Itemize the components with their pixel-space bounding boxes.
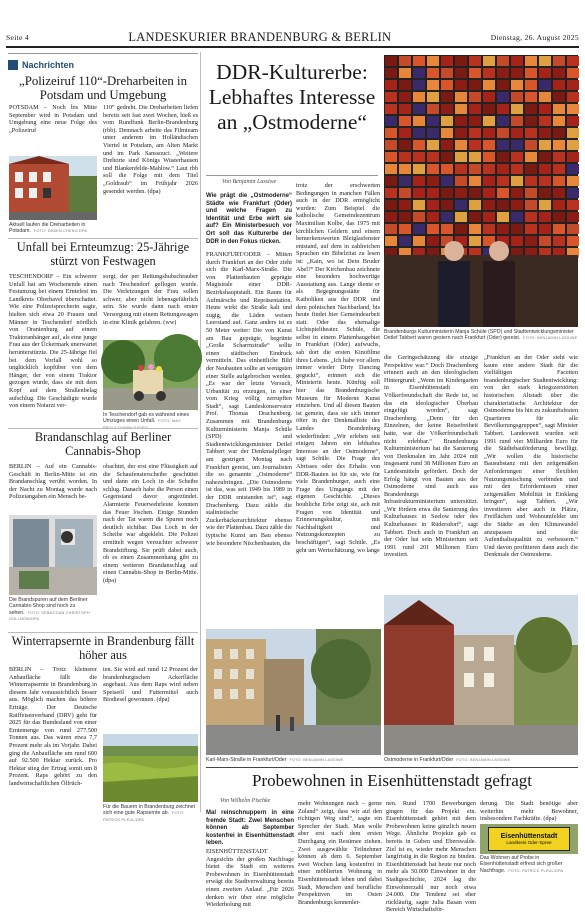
- town-sign-name: Eisenhüttenstadt: [500, 833, 558, 840]
- page-header: [6, 29, 579, 45]
- photo-caption-unfall: In Teschendorf gab es während eines Umzuges einen Unfall. FOTO: MAX: [103, 412, 190, 425]
- column-divider: [200, 52, 201, 812]
- article-body-raps-1: BERLIN – Trotz kleinerer Anbaufläche fällt die Winterrapsernte in Brandenburg in diesem Jahr voraussichtlich besser aus. Möglich machen das höhere Erträge. Der Deutsche Raiffeisenverband (DRV) geht für 2025 für das Bundesland von einer Erntemenge von rund 277.500 Tonnen aus. Das wären etwa 7,7 Prozent mehr als im Vorjahr. Dabei ging die Anbaufläche um rund 600 auf 92.500 Hektar zurück. Pro Hektar stieg der Ertrag somit um 8 Prozent. Raps gehört zu den landwirtschaftlichen Ölfrüch-: [9, 666, 97, 787]
- main-lead: Wie prägt die „Ostmoderne“ Städte wie Frankfurt (Oder) und welche Fragen zu Identität und Erbe wirft sie auf? Ein Ministerbesuch vor Ort soll das Kulturerbe der DDR in den Fokus rücken.: [206, 193, 292, 245]
- article-separator: [8, 238, 198, 239]
- kicker-square-icon: [8, 60, 18, 70]
- photo-cannabis-shop: [9, 515, 97, 595]
- article-body-polizeiruf-1: POTSDAM – Noch bis Mitte September wird in Potsdam und Umgebung eine neue Folge des „Polizeiruf: [9, 104, 97, 134]
- photo-filming-potsdam: [9, 156, 97, 220]
- bottom-lead: Mal reinschnuppern in eine fremde Stadt: Zwei Menschen können ab September kostenfrei in Eisenhüttenstadt leben.: [206, 810, 294, 847]
- section-kicker: [8, 53, 198, 75]
- photo-rapeseed-field: [103, 734, 198, 802]
- photo-karl-marx-strasse: [206, 629, 381, 755]
- bottom-author: Von Wilhelm Pischke: [220, 798, 271, 804]
- main-body-4: „Frankfurt an der Oder steht wie kaum eine andere Stadt für die vielfältigen Facetten brandenburgischer Stadtentwicklung: von der stark kriegszerstörten historischen Altstadt über die charakteristische Architektur der Ostmoderne bis hin zu zukunftsfesten Quartieren für alle Bevölkerungsgruppen“, sagt Minister Tabbert. Landesweit wurden seit 1991 rund vier Milliarden Euro für die Städtebauförderung bewilligt. „Wir wollen die historische Bausubstanz mit den zeitgemäßen Anforderungen einer flexiblen Nutzungsmischung verbinden und mit den Erfordernissen einer zeitgemäßen Mobilität in Einklang bringen“, sagt Tabbert. „Wir investieren aber auch in Plätze, Freiflächen und Wohnumfelder um die Städte an den Klimawandel anzupassen und die Aufenthaltsqualität zu verbessern.“ Und davon profitieren dann auch die Denkmale der Ostmoderne.: [484, 354, 578, 559]
- photo-caption-polizeiruf: Aktuell laufen die Dreharbeiten in Potsdam. FOTO: DEBEN.CHENG.DPA: [9, 222, 88, 235]
- main-headline-rule: [206, 175, 378, 176]
- kicker-label: Nachrichten: [22, 59, 75, 70]
- photo-caption-ostmoderne: Ostmoderne in Frankfurt/Oder FOTO: BENJAMIN LASSIWE: [384, 757, 511, 763]
- article-body-unfall-2: sorgt, der per Rettungshubschrauber nach Teschendorf geflogen wurde. Die Verletzungen der Frau sollen schwer, aber nicht lebensgefährlich sein. Sie wurde dann nach erster Versorgung mit einem Rettungswagen in eine Klinik gefahren. (ww): [103, 273, 198, 326]
- bottom-body-4: derung. Die Stadt benötige aber weiterhin mehr Bewohner, insbesondere Fachkräfte. (dpa): [480, 800, 578, 823]
- bottom-body-2: mehr Wohnungen nach – gerne Zuland“ zeigt, dass wir auf den richtigen Weg sind“, sagte ein Sprecher der Stadt. Man wolle aber erst nach dem ersten Durchgang ein Resümee ziehen. Zwei ausgewählte Teilnehmer können ab dem 6. September zwei Wochen lang kostenfrei in einer möblierten Wohnung in Eisenhüttenstadt leben und dabei Stadt, Menschen und berufliche Perspektiven im Osten Brandenburgs kennenler-: [298, 800, 382, 906]
- photo-stained-glass: [384, 55, 578, 327]
- main-headline[interactable]: DDR-Kulturerbe: Lebhaftes Interesse an „Ostmoderne“: [208, 60, 376, 134]
- article-headline-unfall[interactable]: Unfall bei Ernteumzug: 25-Jährige stürzt von Festwagen: [16, 240, 190, 268]
- article-body-polizeiruf-2: 110“ gedreht. Die Dreharbeiten liefen bereits seit fast zwei Wochen, hieß es vom Rundfunk Berlin-Brandenburg (rbb). Demnach arbeite das Filmteam unter anderem im Holländischen Viertel in Potsdam, am Alten Markt und im Park Sanssouci. „Weitere Drehorte sind Königs Wusterhausen und Blankenfelde-Mahlow.“ Laut rbb soll die Folge mit dem Titel „Goldraub“ im Frühjahr 2026 gesendet werden. (dpa): [103, 104, 198, 195]
- photo-caption-karl-marx: Karl-Marx-Straße in Frankfurt/Oder FOTO: BENJAMIN LASSIWE: [206, 757, 344, 763]
- town-sign-district: Landkreis Oder-Spree: [506, 840, 552, 845]
- article-body-raps-2: ten. Sie wird auf rund 12 Prozent der brandenburgischen Ackerfläche angebaut. Aus dem Raps wird neben Speiseöl und Futtermittel auch Biodiesel gewonnen. (dpa): [103, 666, 198, 704]
- main-body-1: FRANKFURT/ODER – Mitten durch Frankfurt an der Oder zieht sich die Karl-Marx-Straße. Die von Plattenbauten geprägte Magistrale einer DDR-Bezirkshauptstadt. Ein Raum für Aufmärsche und Repräsentation. Heute wirkt die Straße kalt und zugig, die Läden weisen Leerstand auf. Ganz anders ist es 50 Meter weiter: Die von Kunst am Bau geprägte, begrünte „Große Scharrnstraße“ sollte einen städtischen Eindruck vermitteln. Das einheitliche Bild der Neubauten sollte an wenigsten einer Stelle aufgebrochen werden. „Es war der letzte Versuch, Urbanität zu erzeugen, in einer vom Krieg völlig zerrupften Stadt“, sagt Landeskonservator Prof. Thomas Drachenberg. Zusammen mit Brandenburgs Kulturministerin Manja Schüle (SPD) und Stadtentwicklungsminister Detlef Tabbert war der Denkmalpfleger am gestrigen Montag nach Frankfurt gereist, um Journalisten die so genannte „Ostmoderne“ nahezubringen. „Die Ostmoderne ist das, was seit 1949 bis 1989 in der DDR entstanden ist“, sagt Drachenberg. Dazu zähle die stalinistische Zuckerbäckerarchitektur ebenso wie der Plattenbau. Dazu zähle die typische Kunst am Bau ebenso wie besondere Nischenbauten, die: [206, 251, 292, 547]
- photo-town-sign: [480, 824, 578, 854]
- bottom-body-3: nen. Rund 1700 Bewerbungen gingen für das Projekt ein. Eisenhüttenstadt gehört mit dem Probewohnen keine gänzlich neuen Wege. Ähnliche Projekte gab es bereits in Guben und Eberswalde. Ziel ist es, wieder mehr Menschen langfristig in die Region zu binden. Eisenhüttenstadt hat heute nur noch mehr als 50.000 Einwohner in der Stadtgeschichte, 2024 lag die Einwohnerzahl nur noch etwa 24.000. Die Tendenz sei eher rückläufig, sagte Julia Basan vom Bereich Wirtschaftsför-: [386, 800, 476, 914]
- bottom-headline[interactable]: Probewohnen in Eisenhüttenstadt gefragt: [252, 771, 532, 790]
- header-rule: [6, 46, 579, 48]
- town-sign: [488, 827, 570, 851]
- article-separator: [8, 428, 198, 429]
- article-headline-polizeiruf[interactable]: „Polizeiruf 110“-Dreharbeiten in Potsdam und Umgebung: [19, 74, 187, 103]
- issue-date: Dienstag, 26. August 2025: [490, 32, 579, 42]
- photo-harvest-parade: [103, 340, 198, 410]
- photo-caption-town-sign: Das Wohnen auf Probe in Eisenhüttenstadt erfreut sich großer Nachfrage. FOTO: PATRICK PLEUL/DPA: [480, 855, 564, 874]
- article-body-cannabis-2: obachtet, der erst eine Flüssigkeit auf die Schaufensterscheibe geschüttet und dann ein Loch in die Scheibe schlug. Danach habe die Person einen Gegenstand davor angezündet. Alarmierte Feuerwehrleute konnten das Feuer löschen. Einige Stunden nach der Tat waren die Spuren noch deutlich sichtbar. Das Loch in der Scheibe war abgeklebt. Die Polizei ermittelt wegen versuchter schwerer Brandstiftung. Sie prüft dabei auch, ob es einen Zusammenhang gibt zu einem weiteren Brandanschlag auf einen Cannabis-Shop in Berlin-Mitte. (dpa): [103, 463, 198, 584]
- article-separator: [8, 632, 198, 633]
- main-body-2: trotz der erschwerten Bedingungen in manchen Fällen auch in der DDR ermöglicht wurden: Zum Beispiel die katholische Gemeindezentrum Maximilian Kolbe, das 1975 mit kirchlichen Geldern und einem bemerkenswerten Bleiglasfenster entstand, auf dem in zahlreichen Sprachen ein Bibelzitat zu lesen ist: „Kain, wo ist Dein Bruder Abel?“ Der Kirchenbau zeichnete eine besonders hochwertige Ausstattung aus. Lange diente er als Begegnungsstätte für Katholiken aus der DDR und dem polnischen Nachbarland, bis heute findet hier Gemeindearbeit statt. Oder das ehemalige Lichtspieltheater. Schüle, die selbst in einem Plattenbaugebiet in Frankfurt (Oder) aufwuchs, sah dort die ersten Kinofilme ihres Lebens. „Ich habe vor allem immer wieder Dirty Dancing geguckt“, erinnert sich die Ministerin heute. Künftig soll hier das Brandenburgische Museum für Moderne Kunst einziehen. Und all diesen Bauten ist gemein, dass sie sich immer öfter in der Denkmalliste des Landes Brandenburg wiederfinden: „Wir erleben seit einigen Jahren ein lebhaftes Interesse an der Ostmoderne“, sagt Schüle. Die Frage des Abrisses oder des Erhalts von DDR-Bauten ist für sie, wie für viele Brandenburger, auch eine Frage des Umgangs mit der eigenen Geschichte. „Dieses houbliche Erbe zeigt sie, ach mit Fragen von Identität und Erinnerungskultur, mit Nachhaltigkeit und Nutzungskonzepten zu beschäftigen“, sagt Schüle. „Es geht um Wertschätzung, wo lange: [296, 182, 380, 554]
- newspaper-title: LANDESKURIER BRANDENBURG & BERLIN: [128, 29, 392, 44]
- bottom-article-rule: [206, 767, 578, 768]
- main-author: Von Benjamin Lassiwe: [222, 179, 277, 185]
- main-body-3: die Geringschätzung die einzige Perspektive war.“ Doch Drachenberg erinnert auch an den ideologischen Hintergrund: „Wenn im Kindergarten in Eisenhüttenstadt ein Völkerfreundschaft die Rede ist, ist das ein ideologischer Überbau eingefügt worden“, sagt Drachenberg. „Denn für den Einzelnen, der keine Reisefreiheit hatte, war die Völkerfreundschaft nicht erlebbar.“ Brandenburgs Kulturministerium hat die Sanierung von Denkmalen im Jahr 2024 mit insgesamt rund 38 Millionen Euro an Landesmitteln gefördert. Doch der Erfolg hängt von Bauten aus der Ostmoderne sind auch aus Brandenburgs Infrastrukturministerium unterstützt. „Wir fördern etwa die Sanierung des Kulturhauses in Seelow oder des Kulturhauses in Rüdersdorf“, sagt Tabbert. Doch auch in Frankfurt an der Oder hat sein Ministerium seit 1991 rund 201 Millionen Euro investiert.: [384, 354, 478, 559]
- bottom-body-1: EISENHÜTTENSTADT – Angesichts der großen Nachfrage bietet die Stadt ein weiteres Probewohnen in Eisenhüttenstadt erwägt die Stadtverwaltung bereits einen zweiten Anlauf. „Für 2026 denken wir über eine mögliche Wiederholung mit: [206, 848, 294, 909]
- photo-caption-ministers: Brandenburgs Kulturministerin Manja Schüle (SPD) und Stadtentwicklungsminister Detlef Tabbert waren gestern nach Frankfurt (Oder) gereist. FOTO: BENJAMIN LASSIWE: [384, 329, 578, 342]
- article-body-unfall-1: TESCHENDORF – Ein schwerer Unfall hat am Wochenende einen Festumzug bei einem Erntefest im Landkreis Oberhavel überschattet. Wie eine Polizeisprecherin sagte, hielten sich etwa 20 Frauen und Männer in Teschendorf nördlich von Oranienburg auf einem Traktoranhänger auf, als eine junge Frau aus der Ückermark unerwartet herunterstürzte. Die 25-Jährige fiel bei dem Vorfall wohl so unglücklich kopfüber von dem Hänger, der von einem Traktor gezogen wurde, dass sie mit dem Kopf auf dem Straßenbelag aufschlug. Die Geschädigte wurde von einem Notarzt ver-: [9, 273, 97, 410]
- photo-caption-cannabis: Die Brandspuren auf dem Berliner Cannabis-Shop sind noch zu sehen. FOTO: SEBASTIAN CHRISTOPH GOLLNOW/DPA: [9, 597, 90, 622]
- article-body-cannabis-1: BERLIN – Auf ein Cannabis-Geschäft in Berlin-Mitte ist ein Brandanschlag verübt worden. In der Nacht zu Montag wurde nach Polizeiangaben ein Mensch be-: [9, 463, 97, 501]
- photo-ostmoderne: [384, 595, 578, 755]
- page-number: Seite 4: [6, 32, 29, 42]
- article-headline-cannabis[interactable]: Brandanschlag auf Berliner Cannabis-Shop: [34, 430, 172, 458]
- photo-caption-raps: Für die Bauern in Brandenburg zeichnet sich eine gute Rapsernte ab. FOTO: PATRICK PLEUL/DPA: [103, 804, 195, 822]
- article-headline-raps[interactable]: Winterrapsernte in Brandenburg fällt höher aus: [11, 634, 195, 662]
